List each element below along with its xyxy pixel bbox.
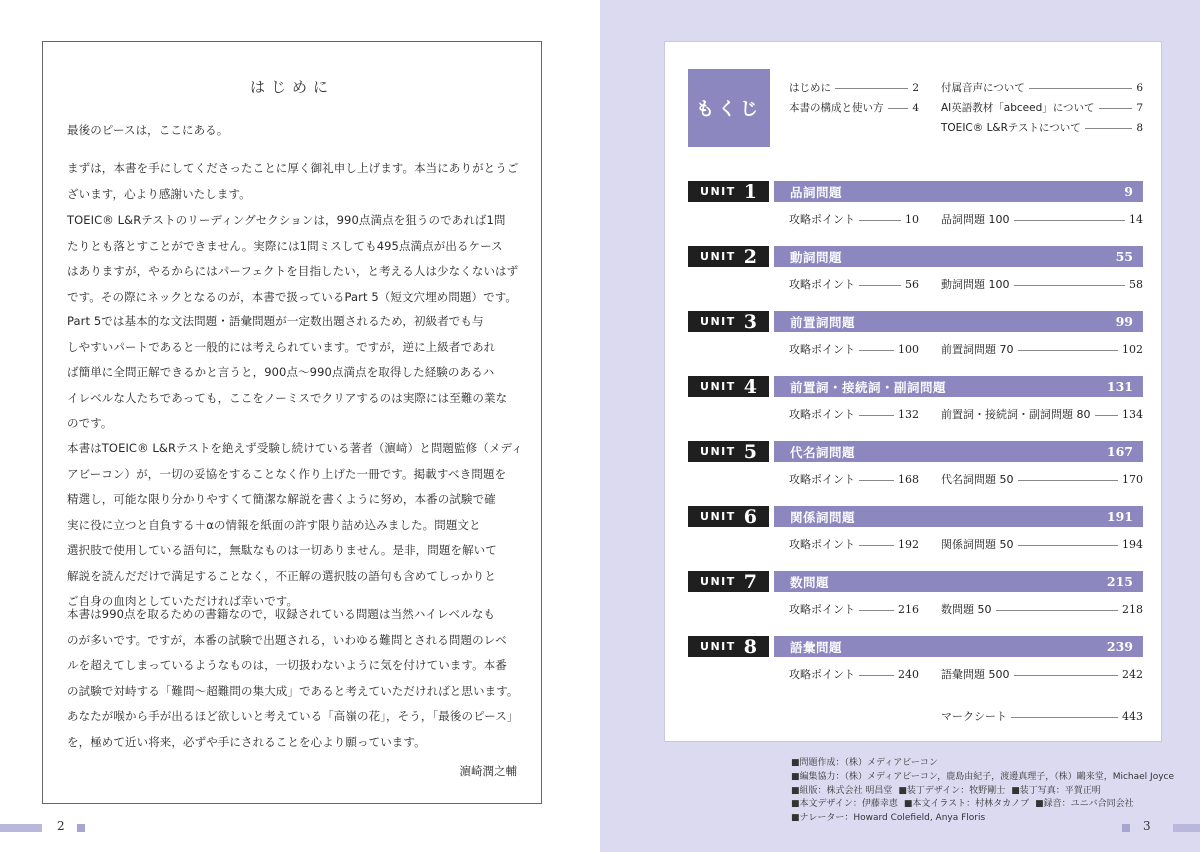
leader-line (1011, 717, 1118, 718)
toc-entry-label: AI英語教材「abceed」について (941, 102, 1095, 114)
unit-tag (688, 246, 769, 267)
toc-entry-page: 14 (1129, 212, 1143, 226)
unit-number: 8 (743, 635, 757, 658)
toc-entry[interactable] (941, 100, 1143, 115)
toc-entry-label: 攻略ポイント (789, 408, 855, 421)
unit-tag (688, 376, 769, 397)
toc-entry[interactable] (789, 536, 919, 552)
intro-paragraph (67, 436, 523, 615)
toc-entry-label: 攻略ポイント (789, 343, 855, 356)
unit-title: 関係詞問題 (790, 509, 856, 525)
unit-page: 9 (1124, 184, 1133, 199)
toc-entry[interactable] (941, 120, 1143, 135)
toc-entry-label: 攻略ポイント (789, 603, 855, 616)
toc-heading: もくじ (688, 69, 770, 147)
unit-title-bar[interactable] (774, 311, 1143, 332)
credit-item: ■録音：ユニバ合同会社 (1035, 799, 1134, 810)
paragraph-line: TOEIC® L&Rテストのリーディングセクションは，990点満点を狙うのであれば1問 (67, 213, 506, 227)
unit-word: UNIT (700, 445, 736, 458)
page-number: 2 (57, 819, 65, 833)
toc-entry[interactable] (941, 536, 1143, 552)
leader-line (1029, 88, 1133, 89)
paragraph-line: 本書はTOEIC® L&Rテストを絶えず受験し続けている著者（濵﨑）と問題監修（メディ (67, 441, 523, 455)
page-number: 3 (1143, 819, 1151, 833)
toc-entry[interactable] (789, 80, 919, 95)
author-signature: 濵崎潤之輔 (459, 764, 517, 778)
toc-entry-page: 192 (898, 537, 919, 551)
leader-line (835, 88, 908, 89)
credit-line (791, 785, 1174, 799)
toc-entry-page: 242 (1122, 667, 1143, 681)
leader-line (859, 610, 894, 611)
unit-title-bar[interactable] (774, 181, 1143, 202)
introduction-box (42, 41, 542, 804)
paragraph-line: あなたが喉から手が出るほど欲しいと考えている「高嶺の花」，そう，「最後のピース」 (67, 709, 519, 723)
leader-line (1018, 350, 1119, 351)
credit-item: ■組版：株式会社 明昌堂 (791, 785, 893, 796)
toc-entry[interactable] (789, 341, 919, 357)
page-title: はじめに (249, 78, 334, 96)
paragraph-line: ば簡単に全問正解できるかと言うと，900点〜990点満点を取得した経験のあるハ (67, 365, 495, 379)
toc-entry-page: 443 (1122, 709, 1143, 723)
footer-square (1122, 824, 1130, 832)
toc-entry-label: 付属音声について (941, 82, 1025, 94)
toc-entry[interactable] (941, 406, 1143, 422)
unit-tag (688, 506, 769, 527)
leader-line (859, 545, 894, 546)
unit-word: UNIT (700, 315, 736, 328)
toc-entry-page: 170 (1122, 472, 1143, 486)
unit-page: 167 (1106, 444, 1133, 459)
unit-number: 6 (743, 505, 757, 528)
toc-entry-label: マークシート (941, 710, 1007, 723)
toc-entry[interactable] (789, 211, 919, 227)
credit-item: ■編集協力：（株）メディアビーコン，鹿島由紀子，渡邊真理子，（株）鷗来堂，Michael Joyce (791, 771, 1175, 782)
unit-title: 数問題 (790, 574, 830, 590)
paragraph-line: のです。 (67, 416, 113, 430)
unit-tag (688, 311, 769, 332)
toc-entry-label: 数問題 50 (941, 603, 992, 616)
unit-title: 動詞問題 (790, 249, 843, 265)
paragraph-line: ルを超えてしまっているようなものは，一切扱わないように気を付けています。本番 (67, 658, 507, 672)
toc-entry-page: 6 (1136, 81, 1143, 94)
paragraph-line: です。その際にネックとなるのが，本書で扱っているPart 5（短文穴埋め問題）です。 (67, 289, 518, 304)
intro-paragraph (67, 309, 519, 437)
intro-paragraph (67, 208, 519, 310)
leader-line (859, 675, 894, 676)
table-of-contents (664, 41, 1162, 742)
toc-entry-page: 102 (1122, 342, 1143, 356)
toc-entry-page: 56 (905, 277, 919, 291)
unit-title-bar[interactable] (774, 441, 1143, 462)
toc-entry-label: 語彙問題 500 (941, 668, 1010, 681)
unit-title: 品詞問題 (790, 184, 843, 200)
unit-title: 代名詞問題 (790, 444, 856, 460)
unit-title: 前置詞問題 (790, 314, 856, 330)
unit-title-bar[interactable] (774, 636, 1143, 657)
toc-entry-label: 関係詞問題 50 (941, 538, 1014, 551)
credit-item: ■問題作成：（株）メディアビーコン (791, 758, 938, 768)
paragraph-line: はありますが，やるからにはパーフェクトを目指したい，と考える人は少なくないはず (67, 264, 519, 278)
toc-entry-page: 194 (1122, 537, 1143, 551)
leader-line (996, 610, 1119, 611)
unit-title-bar[interactable] (774, 376, 1143, 397)
unit-number: 4 (743, 375, 757, 398)
unit-title: 前置詞・接続詞・副詞問題 (790, 379, 947, 395)
toc-entry[interactable] (941, 80, 1143, 95)
unit-word: UNIT (700, 185, 736, 198)
leader-line (859, 220, 901, 221)
toc-entry[interactable] (789, 601, 919, 617)
toc-entry-page: 10 (905, 212, 919, 226)
paragraph-line: 実に役に立つと自負する＋αの情報を紙面の許す限り詰め込みました。問題文と (67, 517, 481, 532)
unit-title-bar[interactable] (774, 571, 1143, 592)
toc-entry[interactable] (789, 471, 919, 487)
toc-entry-page: 168 (898, 472, 919, 486)
paragraph-line: 本書は990点を取るための書籍なので，収録されている問題は当然ハイレベルなも (67, 607, 496, 621)
unit-page: 191 (1106, 509, 1133, 524)
paragraph-line: のが多いです。ですが，本番の試験で出題される，いわゆる難問とされる問題のレベ (67, 632, 507, 647)
paragraph-line: ざいます，心より感謝いたします。 (67, 186, 251, 201)
toc-entry-page: 240 (898, 667, 919, 681)
toc-entry-label: 攻略ポイント (789, 538, 855, 551)
leader-line (1014, 285, 1126, 286)
leader-line (1095, 415, 1119, 416)
paragraph-line: 解説を読んだだけで満足することなく，不正解の選択肢の語句も含めてしっかりと (67, 568, 496, 583)
toc-entry[interactable] (941, 211, 1143, 227)
credit-item: ■装丁写真：平賀正明 (1011, 785, 1101, 796)
footer-square (77, 824, 85, 832)
paragraph-line: たりとも落とすことができません。実際には1問ミスしても495点満点が出るケース (67, 238, 503, 253)
toc-entry[interactable] (789, 100, 919, 115)
unit-number: 7 (743, 570, 757, 593)
footer-bar (0, 824, 42, 832)
toc-entry-mark-sheet[interactable] (941, 708, 1143, 724)
intro-paragraph (67, 704, 519, 755)
unit-word: UNIT (700, 640, 736, 653)
paragraph-line: しやすいパートであると一般的には考えられています。ですが，逆に上級者であれ (67, 339, 496, 354)
intro-paragraph (67, 118, 519, 144)
toc-entry-label: 攻略ポイント (789, 213, 855, 226)
leader-line (1085, 128, 1133, 129)
paragraph-line: 精選し，可能な限り分かりやすくて簡潔な解説を書くように努め，本番の試験で確 (67, 492, 496, 506)
toc-entry-label: 攻略ポイント (789, 668, 855, 681)
paragraph-line: イレベルな人たちであっても，ここをノーミスでクリアするのは実際には至難の業な (67, 390, 508, 405)
toc-entry[interactable] (941, 341, 1143, 357)
unit-page: 99 (1115, 314, 1133, 329)
toc-entry-label: 攻略ポイント (789, 473, 855, 486)
unit-title: 語彙問題 (790, 639, 843, 655)
toc-entry[interactable] (941, 666, 1143, 682)
leader-line (1018, 545, 1119, 546)
toc-entry-page: 134 (1122, 407, 1143, 421)
unit-tag (688, 571, 769, 592)
toc-entry-page: 218 (1122, 602, 1143, 616)
unit-tag (688, 636, 769, 657)
unit-title-bar[interactable] (774, 506, 1143, 527)
toc-entry-label: 攻略ポイント (789, 278, 855, 291)
paragraph-line: 選択肢で使用している語句に，無駄なものは一切ありません。是非，問題を解いて (67, 543, 497, 557)
toc-entry-page: 7 (1136, 101, 1143, 114)
toc-entry-page: 4 (912, 101, 919, 114)
toc-entry-label: 前置詞問題 70 (941, 343, 1014, 356)
unit-word: UNIT (700, 575, 736, 588)
toc-entry-page: 132 (898, 407, 919, 421)
toc-entry[interactable] (789, 406, 919, 422)
credit-item: ■本文イラスト：村林タカノブ (903, 799, 1030, 810)
leader-line (888, 108, 909, 109)
credit-line (791, 798, 1174, 812)
unit-tag (688, 181, 769, 202)
unit-word: UNIT (700, 380, 736, 393)
credit-item: ■装丁デザイン：牧野剛士 (898, 785, 1006, 796)
paragraph-line: アビーコン）が，一切の妥協をすることなく作り上げた一冊です。掲載すべき問題を (67, 466, 507, 481)
paragraph-line: の試験で対峙する「難問〜超難問の集大成」であると考えていただければと思います。 (67, 683, 519, 698)
unit-number: 2 (743, 245, 757, 268)
credit-line (791, 812, 1174, 826)
credit-item: ■本文デザイン：伊藤幸恵 (791, 799, 898, 810)
unit-page: 239 (1106, 639, 1133, 654)
paragraph-line: ご自身の血肉としていただければ幸いです。 (67, 594, 299, 608)
paragraph-line: Part 5では基本的な文法問題・語彙問題が一定数出題されるため，初級者でも与 (67, 314, 484, 328)
unit-page: 55 (1115, 249, 1133, 264)
leader-line (1014, 220, 1126, 221)
toc-entry-label: 代名詞問題 50 (941, 473, 1014, 486)
toc-entry-page: 2 (912, 81, 919, 94)
credit-line (791, 771, 1174, 785)
toc-entry-label: TOEIC® L&Rテストについて (941, 122, 1081, 134)
toc-entry-label: 動詞問題 100 (941, 278, 1010, 291)
toc-entry-page: 58 (1129, 277, 1143, 291)
intro-paragraph (67, 156, 519, 207)
unit-title-bar[interactable] (774, 246, 1143, 267)
toc-entry-page: 216 (898, 602, 919, 616)
toc-entry-label: はじめに (789, 82, 831, 94)
unit-number: 1 (743, 180, 757, 203)
credit-item: ■ナレーター：Howard Colefield, Anya Floris (791, 813, 986, 824)
toc-entry-label: 本書の構成と使い方 (789, 102, 884, 114)
toc-entry[interactable] (941, 601, 1143, 617)
toc-entry[interactable] (941, 471, 1143, 487)
leader-line (1014, 675, 1119, 676)
unit-number: 3 (743, 310, 757, 333)
right-page (600, 0, 1200, 852)
credits (791, 757, 1174, 826)
footer-bar (1173, 824, 1200, 832)
toc-entry[interactable] (941, 276, 1143, 292)
paragraph-line: 最後のピースは，ここにある。 (67, 123, 229, 137)
leader-line (1018, 480, 1119, 481)
toc-entry-page: 8 (1136, 121, 1143, 134)
paragraph-line: を，極めて近い将来，必ずや手にされることを心より願っています。 (67, 734, 426, 749)
credit-line (791, 757, 1174, 771)
unit-page: 215 (1106, 574, 1133, 589)
leader-line (1099, 108, 1133, 109)
intro-paragraph (67, 602, 519, 704)
unit-word: UNIT (700, 510, 736, 523)
leader-line (859, 480, 894, 481)
leader-line (859, 350, 894, 351)
unit-page: 131 (1106, 379, 1133, 394)
toc-entry-label: 品詞問題 100 (941, 213, 1010, 226)
paragraph-line: まずは，本書を手にしてくださったことに厚く御礼申し上げます。本当にありがとうご (67, 161, 519, 175)
toc-entry-label: 前置詞・接続詞・副詞問題 80 (941, 408, 1091, 421)
unit-word: UNIT (700, 250, 736, 263)
toc-entry[interactable] (789, 666, 919, 682)
unit-tag (688, 441, 769, 462)
toc-entry-page: 100 (898, 342, 919, 356)
leader-line (859, 285, 901, 286)
unit-number: 5 (743, 440, 757, 463)
leader-line (859, 415, 894, 416)
toc-entry[interactable] (789, 276, 919, 292)
